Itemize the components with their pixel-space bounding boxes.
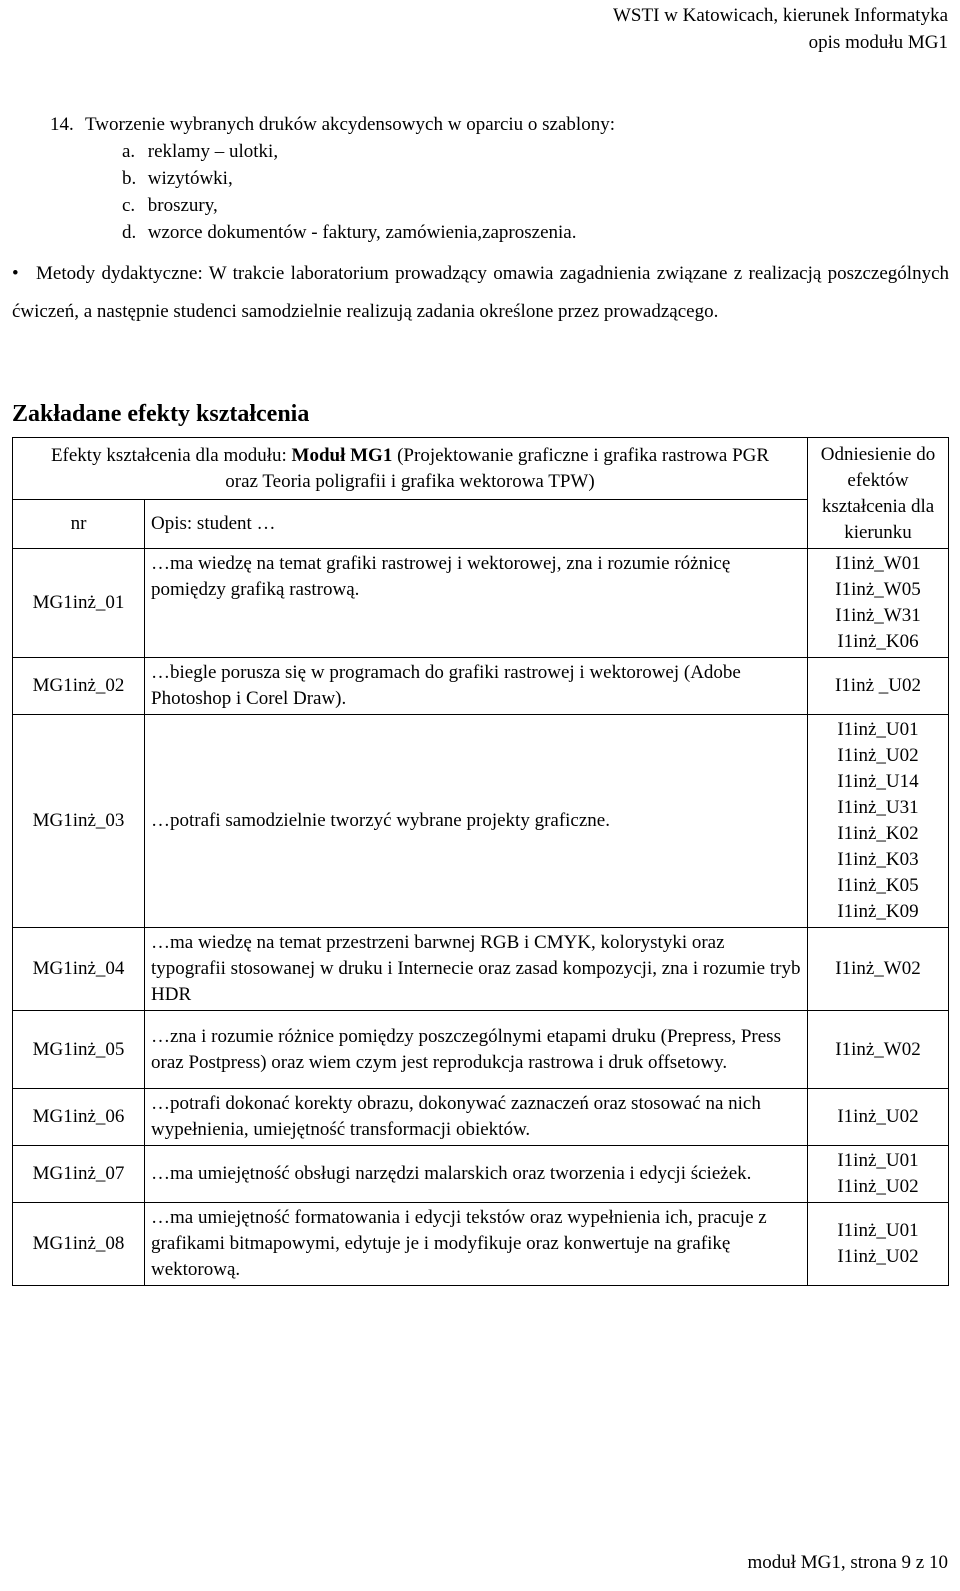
sub-item bbox=[50, 165, 615, 192]
table-row bbox=[13, 549, 949, 658]
sub-letter: d. bbox=[122, 222, 137, 243]
outcome-reference: I1inż_U01 I1inż_U02 bbox=[808, 1146, 949, 1203]
reference-header-cell: Odniesienie do efektów kształcenia dla kierunku bbox=[808, 438, 949, 549]
sub-text: reklamy – ulotki, bbox=[147, 141, 279, 162]
table-row bbox=[13, 1089, 949, 1146]
opis-header: Opis: student … bbox=[145, 500, 808, 549]
page-header bbox=[613, 2, 948, 56]
item-14 bbox=[50, 111, 615, 138]
header-line-1: WSTI w Katowicach, kierunek Informatyka bbox=[612, 5, 948, 26]
sub-text: broszury, bbox=[147, 195, 218, 216]
outcome-reference: I1inż_W01 I1inż_W05 I1inż_W31 I1inż_K06 bbox=[808, 549, 949, 658]
bullet-icon: • bbox=[12, 263, 19, 284]
outcome-nr: MG1inż_04 bbox=[13, 928, 145, 1011]
outcome-reference: I1inż _U02 bbox=[808, 658, 949, 715]
table-row bbox=[13, 1203, 949, 1286]
table-row bbox=[13, 658, 949, 715]
table-header-row bbox=[13, 438, 949, 500]
item-14-list bbox=[50, 111, 615, 246]
outcome-reference: I1inż_W02 bbox=[808, 928, 949, 1011]
sub-letter: a. bbox=[122, 141, 136, 162]
sub-item bbox=[50, 192, 615, 219]
outcome-nr: MG1inż_05 bbox=[13, 1011, 145, 1089]
section-heading: Zakładane efekty kształcenia bbox=[12, 401, 310, 427]
outcome-nr: MG1inż_02 bbox=[13, 658, 145, 715]
outcome-description: …potrafi samodzielnie tworzyć wybrane projekty graficzne. bbox=[145, 715, 808, 928]
module-header-cell bbox=[13, 438, 808, 500]
learning-outcomes-table bbox=[12, 437, 949, 1286]
sub-item bbox=[50, 219, 615, 246]
page-footer: moduł MG1, strona 9 z 10 bbox=[747, 1552, 948, 1573]
table-row bbox=[13, 1146, 949, 1203]
table-row bbox=[13, 1011, 949, 1089]
outcome-reference: I1inż_W02 bbox=[808, 1011, 949, 1089]
outcome-nr: MG1inż_08 bbox=[13, 1203, 145, 1286]
outcome-nr: MG1inż_06 bbox=[13, 1089, 145, 1146]
outcome-reference: I1inż_U02 bbox=[808, 1089, 949, 1146]
outcome-description: …ma wiedzę na temat przestrzeni barwnej RGB i CMYK, kolorystyki oraz typografii stosowanej w druku i Internecie oraz zasad kompozycji, zna i rozumie tryb HDR bbox=[145, 928, 808, 1011]
outcome-reference: I1inż_U01 I1inż_U02 I1inż_U14 I1inż_U31 I1inż_K02 I1inż_K03 I1inż_K05 I1inż_K09 bbox=[808, 715, 949, 928]
sub-letter: b. bbox=[122, 168, 137, 189]
item-text: Tworzenie wybranych druków akcydensowych w oparciu o szablony: bbox=[85, 114, 615, 135]
module-header-prefix: Efekty kształcenia dla modułu: bbox=[50, 444, 292, 466]
module-name: Moduł MG1 bbox=[291, 444, 393, 466]
outcome-nr: MG1inż_07 bbox=[13, 1146, 145, 1203]
nr-header: nr bbox=[13, 500, 145, 549]
sub-text: wzorce dokumentów - faktury, zamówienia,zaproszenia. bbox=[147, 222, 577, 243]
header-line-2: opis modułu MG1 bbox=[808, 32, 948, 53]
teaching-methods-paragraph bbox=[12, 255, 949, 331]
item-number: 14. bbox=[50, 114, 74, 135]
sub-letter: c. bbox=[122, 195, 136, 216]
outcome-description: …ma umiejętność obsługi narzędzi malarskich oraz tworzenia i edycji ścieżek. bbox=[145, 1146, 808, 1203]
outcome-reference: I1inż_U01 I1inż_U02 bbox=[808, 1203, 949, 1286]
sub-text: wizytówki, bbox=[147, 168, 233, 189]
table-row bbox=[13, 928, 949, 1011]
outcome-description: …potrafi dokonać korekty obrazu, dokonywać zaznaczeń oraz stosować na nich wypełnienia, umiejętność transformacji obiektów. bbox=[145, 1089, 808, 1146]
outcome-nr: MG1inż_01 bbox=[13, 549, 145, 658]
outcome-description: …zna i rozumie różnice pomiędzy poszczególnymi etapami druku (Prepress, Press oraz Postpress) oraz wiem czym jest reprodukcja rastrowa i druk offsetowy. bbox=[145, 1011, 808, 1089]
outcome-description: …ma wiedzę na temat grafiki rastrowej i wektorowej, zna i rozumie różnicę pomiędzy grafiką rastrową. bbox=[145, 549, 808, 658]
outcome-description: …biegle porusza się w programach do grafiki rastrowej i wektorowej (Adobe Photoshop i Corel Draw). bbox=[145, 658, 808, 715]
sub-item bbox=[50, 138, 615, 165]
module-header-suffix: (Projektowanie graficzne i grafika rastrowa PGR oraz Teoria poligrafii i grafika wektorowa TPW) bbox=[225, 444, 770, 492]
table-row bbox=[13, 715, 949, 928]
outcome-description: …ma umiejętność formatowania i edycji tekstów oraz wypełnienia ich, pracuje z grafikami bitmapowymi, edytuje je i modyfikuje oraz konwertuje na grafikę wektorową. bbox=[145, 1203, 808, 1286]
outcome-nr: MG1inż_03 bbox=[13, 715, 145, 928]
teaching-methods-text: Metody dydaktyczne: W trakcie laboratorium prowadzący omawia zagadnienia związane z realizacją poszczególnych ćwiczeń, a następnie studenci samodzielnie realizują zadania określone przez prowadzącego. bbox=[12, 263, 949, 322]
